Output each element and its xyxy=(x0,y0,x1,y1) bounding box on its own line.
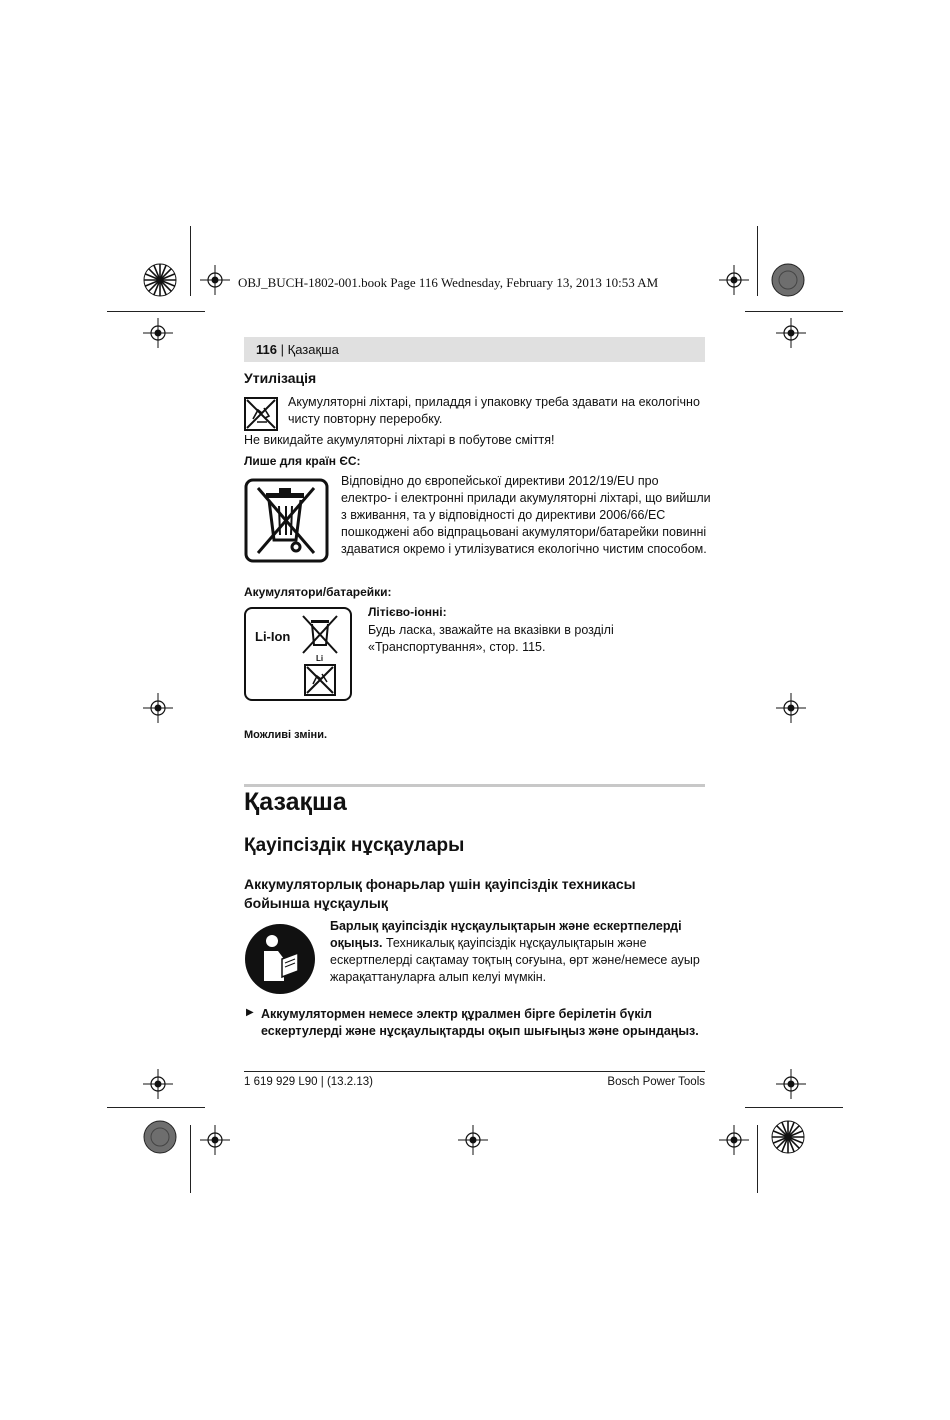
read-warning-text: жарақаттануларға алып келуі мүмкін. xyxy=(330,970,547,984)
crop-line xyxy=(745,1107,843,1108)
footer-doc-info xyxy=(244,1076,373,1088)
registration-mark-icon xyxy=(776,318,806,348)
footer-separator: | xyxy=(320,1076,324,1088)
eu-text-line: електро- і електронні прилади акумуляторні ліхтарі, що вийшли xyxy=(341,491,711,505)
color-mark-icon xyxy=(143,1120,177,1154)
eu-text-line: пошкоджені або відпрацьовані акумулятори/батарейки повинні xyxy=(341,525,707,539)
registration-mark-icon xyxy=(776,1069,806,1099)
eu-text-line: Відповідно до європейської директиви 2012/19/EU про xyxy=(341,474,659,488)
registration-mark-icon xyxy=(143,1069,173,1099)
eu-text-line: з вживання, та у відповідності до директиви 2006/66/EC xyxy=(341,508,666,522)
safety-heading: Қауіпсіздік нұсқаулары xyxy=(244,835,465,856)
crop-line xyxy=(757,226,758,296)
doc-date: (13.2.13) xyxy=(326,1076,373,1088)
doc-number: 1 619 929 L90 xyxy=(244,1076,318,1088)
registration-mark-icon xyxy=(200,265,230,295)
header-separator: | xyxy=(280,342,284,357)
registration-mark-icon xyxy=(719,1125,749,1155)
liion-label: Li-Ion xyxy=(255,629,291,644)
no-household-text: Не викидайте акумуляторні ліхтарі в побутове сміття! xyxy=(244,433,555,447)
crop-line xyxy=(757,1125,758,1193)
recycle-icon xyxy=(244,397,278,431)
page-number: 116 xyxy=(256,342,277,357)
header-language: Қазақша xyxy=(287,342,339,357)
read-warning-bold: Барлық қауіпсіздік нұсқаулықтарын және ескертпелерді xyxy=(330,919,682,933)
sub-heading-line: Аккумуляторлық фонарьлар үшін қауіпсіздік техникасы xyxy=(244,876,636,892)
sunburst-mark-icon xyxy=(143,263,177,297)
sunburst-mark-icon xyxy=(771,1120,805,1154)
eu-only-heading: Лише для країн ЄС: xyxy=(244,454,361,468)
registration-mark-icon xyxy=(458,1125,488,1155)
recycle-crossed-icon xyxy=(304,664,336,696)
recycle-text-line: чисту повторну переробку. xyxy=(288,412,443,426)
registration-mark-icon xyxy=(719,265,749,295)
read-warning-line xyxy=(330,935,647,952)
sub-heading-line: бойынша нұсқаулық xyxy=(244,895,388,911)
footer-rule xyxy=(244,1071,705,1072)
li-label: Li xyxy=(316,654,324,663)
eu-text-line: здаватися окремо і утилізуватися екологічно чистим способом. xyxy=(341,542,707,556)
bullet-marker: ▶ xyxy=(246,1007,254,1018)
registration-mark-icon xyxy=(200,1125,230,1155)
read-manual-icon xyxy=(244,923,316,995)
read-warning-bold: оқыңыз. xyxy=(330,936,383,950)
footer-brand: Bosch Power Tools xyxy=(607,1076,705,1088)
crop-line xyxy=(745,311,843,312)
liion-heading: Літієво-іонні: xyxy=(368,605,447,619)
crop-line xyxy=(107,1107,205,1108)
section-title: Қазақша xyxy=(244,788,347,816)
batteries-heading: Акумулятори/батарейки: xyxy=(244,585,392,599)
crop-line xyxy=(107,311,205,312)
disposal-title: Утилізація xyxy=(244,370,317,386)
liion-text-line: «Транспортування», стор. 115. xyxy=(368,640,546,654)
print-info: OBJ_BUCH-1802-001.book Page 116 Wednesday, February 13, 2013 10:53 AM xyxy=(238,275,659,290)
recycle-text-line: Акумуляторні ліхтарі, приладдя і упаковку треба здавати на екологічно xyxy=(288,395,700,409)
color-mark-icon xyxy=(771,263,805,297)
liion-text-line: Будь ласка, зважайте на вказівки в розділі xyxy=(368,623,614,637)
crop-line xyxy=(190,1125,191,1193)
changes-note: Можливі зміни. xyxy=(244,729,328,741)
read-warning-text: Техникалық қауіпсіздік нұсқаулықтарын және xyxy=(382,936,647,950)
liion-bin-icon xyxy=(299,613,341,655)
registration-mark-icon xyxy=(776,693,806,723)
crossed-bin-icon xyxy=(244,478,329,563)
read-warning-text: ескертпелерді сақтамау тоқтың соғуына, өрт және/немесе ауыр xyxy=(330,953,700,967)
section-divider xyxy=(244,784,705,787)
crop-line xyxy=(190,226,191,296)
registration-mark-icon xyxy=(143,318,173,348)
liion-symbol-box xyxy=(244,607,352,701)
bullet-text-line: ескертулерді және нұсқаулықтарды оқып шығыңыз және орындаңыз. xyxy=(261,1024,699,1038)
page-header xyxy=(244,337,705,362)
registration-mark-icon xyxy=(143,693,173,723)
bullet-text-line: Аккумулятормен немесе электр құралмен бірге берілетін бүкіл xyxy=(261,1007,652,1021)
